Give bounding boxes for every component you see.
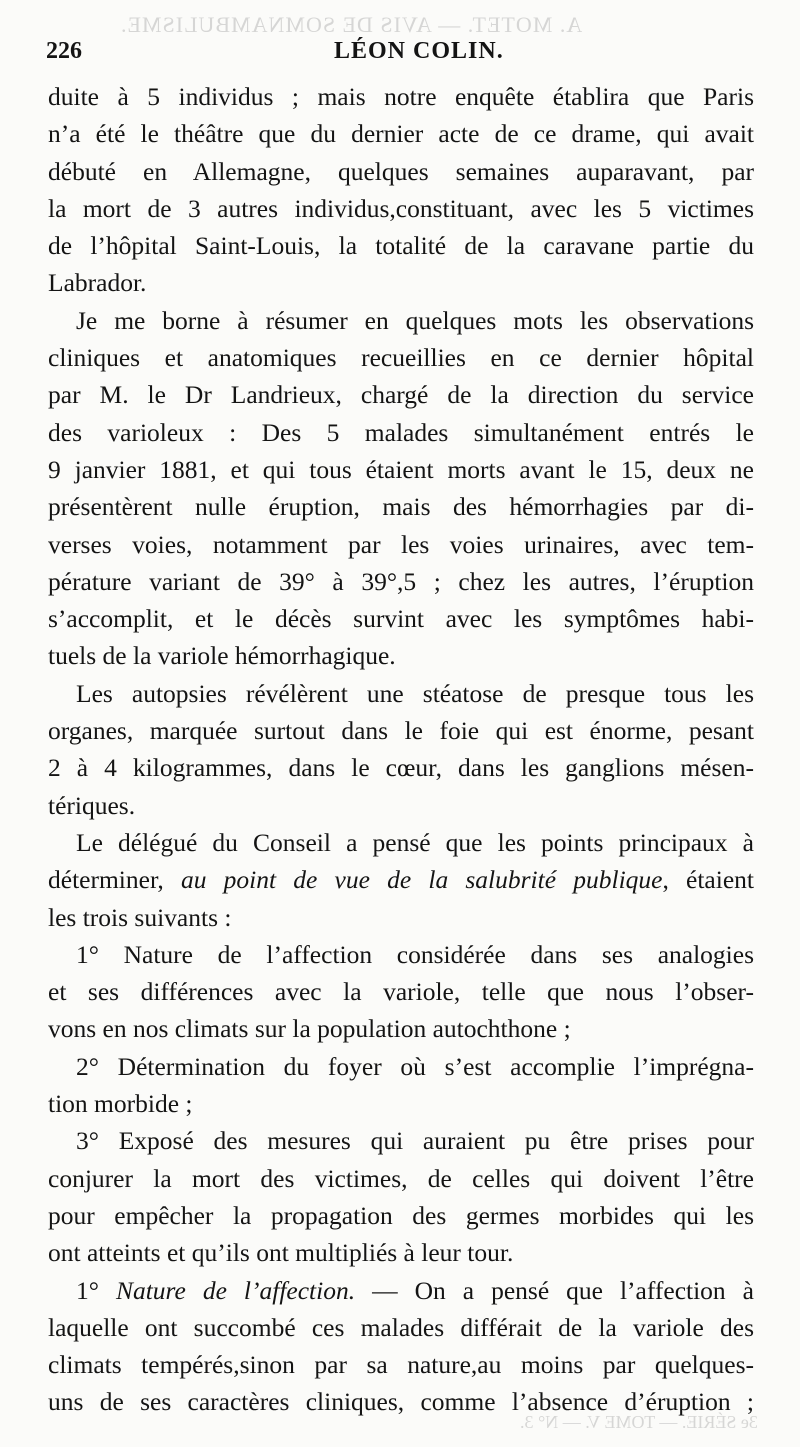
text-line: et ses différences avec la variole, telle que nous l’obser-	[48, 977, 754, 1007]
page-number: 226	[46, 38, 82, 64]
text-line: vons en nos climats sur la population autochthone ;	[48, 1014, 571, 1044]
text-line: pérature variant de 39° à 39°,5 ; chez les autres, l’éruption	[48, 566, 754, 596]
text-line: par M. le Dr Landrieux, chargé de la direction du service	[48, 380, 754, 410]
show-through-header: A. MOTET. — AVIS DE SOMNAMBULISME.	[120, 12, 583, 37]
text-line: débuté en Allemagne, quelques semaines auparavant, par	[48, 156, 754, 186]
text-line: 9 janvier 1881, et qui tous étaient morts avant le 15, deux ne	[48, 454, 754, 484]
text-line: 2° Détermination du foyer où s’est accomplie l’imprégna-	[76, 1051, 754, 1081]
text-line: Les autopsies révélèrent une stéatose de presque tous les	[76, 678, 754, 708]
text-line: uns de ses caractères cliniques, comme l’absence d’éruption ;	[48, 1387, 754, 1417]
text-line: duite à 5 individus ; mais notre enquête établira que Paris	[48, 82, 754, 111]
text-line: n’a été le théâtre que du dernier acte de ce drame, qui avait	[48, 119, 754, 149]
text-line: pour empêcher la propagation des germes morbides qui les	[48, 1200, 754, 1230]
text-line: conjurer la mort des victimes, de celles qui doivent l’être	[48, 1163, 754, 1193]
text-line: cliniques et anatomiques recueillies en ce dernier hôpital	[48, 343, 754, 373]
text-line: de l’hôpital Saint-Louis, la totalité de la caravane partie du	[48, 231, 754, 261]
text-line: laquelle ont succombé ces malades différait de la variole des	[48, 1312, 754, 1342]
text-line-with-emphasis: déterminer, au point de vue de la salubrité publique, étaient	[48, 865, 754, 895]
text-line: verses voies, notamment par les voies urinaires, avec tem-	[48, 529, 754, 559]
italic-phrase: au point de vue de la salubrité publique	[180, 865, 663, 895]
text-line: Je me borne à résumer en quelques mots les observations	[76, 305, 754, 335]
text-line: 3° Exposé des mesures qui auraient pu être prises pour	[76, 1126, 754, 1156]
text-line: des varioleux : Des 5 malades simultanément entrés le	[48, 417, 754, 447]
text-line: climats tempérés,sinon par sa nature,au moins par quelques-	[48, 1350, 754, 1380]
running-head: LÉON COLIN.	[334, 38, 504, 64]
text-line: tuels de la variole hémorrhagique.	[48, 641, 396, 671]
text-line-with-emphasis: 1° Nature de l’affection. — On a pensé que l’affection à	[76, 1275, 754, 1305]
text-line: tériques.	[48, 790, 136, 820]
text-line: s’accomplit, et le décès survint avec les symptômes habi-	[48, 604, 754, 634]
text-line: la mort de 3 autres individus,constituant, avec les 5 victimes	[48, 193, 754, 223]
body-text	[48, 78, 754, 1421]
text-line: les trois suivants :	[48, 902, 232, 932]
text-line: Le délégué du Conseil a pensé que les points principaux à	[76, 827, 754, 857]
text-line: ont atteints et qu’ils ont multipliés à leur tour.	[48, 1238, 514, 1268]
show-through-footer: 3e SÉRIE. — TOME V. — N° 3.	[520, 1412, 758, 1432]
text-line: 2 à 4 kilogrammes, dans le cœur, dans les ganglions mésen-	[48, 753, 754, 783]
italic-phrase: Nature de l’affection.	[115, 1275, 356, 1305]
text-line: Labrador.	[48, 268, 147, 298]
text-line: 1° Nature de l’affection considérée dans ses analogies	[76, 939, 754, 969]
page-header	[46, 36, 756, 72]
text-line: présentèrent nulle éruption, mais des hémorrhagies par di-	[48, 492, 754, 522]
text-line: organes, marquée surtout dans le foie qui est énorme, pesant	[48, 716, 754, 746]
text-line: tion morbide ;	[48, 1089, 193, 1119]
